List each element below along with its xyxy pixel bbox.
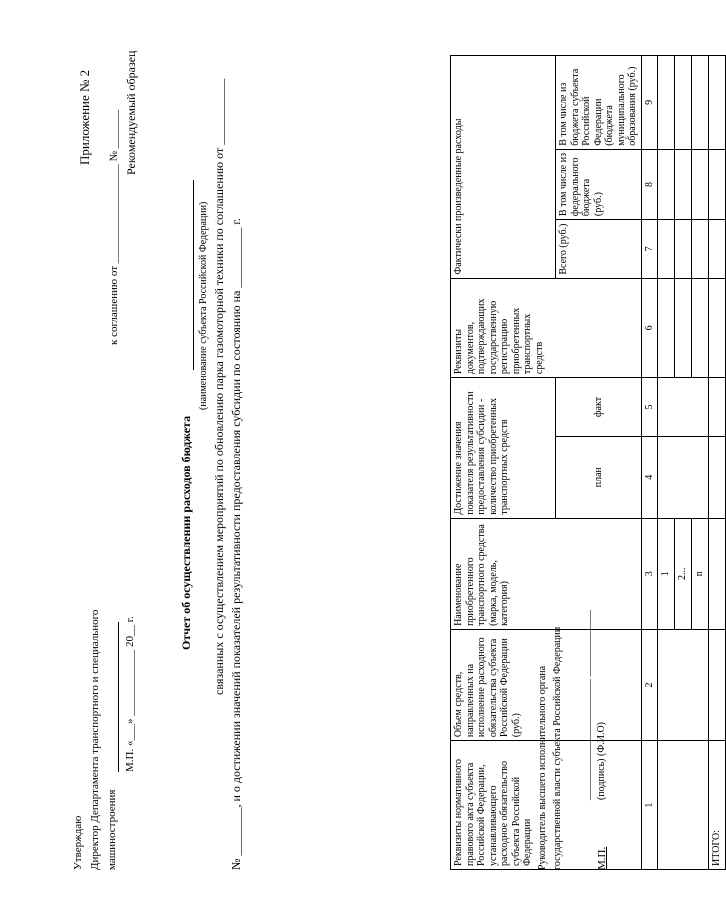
cell-total <box>675 220 692 279</box>
col-number: 2 <box>641 629 658 740</box>
report-line-1: связанных с осуществлением мероприятий по обновлению парка газомоторной техники по соглашению от ___________ <box>212 78 226 695</box>
signature-line-1: Руководитель высшего исполнительного органа <box>537 665 548 870</box>
subject-name-line <box>193 180 194 370</box>
signature-line-2: государственной власти субъекта Российской Федерации <box>552 626 563 870</box>
cell-docs <box>658 278 675 378</box>
header-col-6: Реквизиты документов, подтверждающих государственную регистрацию приобретенных транспортных средств <box>451 278 642 378</box>
cell-federal <box>658 149 675 219</box>
cell-federal <box>675 149 692 219</box>
column-number-row <box>641 56 658 870</box>
appendix-agreement: к соглашению от __________________ № _______ <box>108 109 120 345</box>
approval-signature-line <box>118 622 119 772</box>
total-cell <box>709 629 726 740</box>
cell-vehicle-index: 1 <box>658 518 675 629</box>
col-number: 9 <box>641 56 658 150</box>
appendix-title: Приложение № 2 <box>77 69 92 165</box>
header-col-3: Наименование приобретенного транспортного средства (марка, модель, категория) <box>451 518 642 629</box>
table-row <box>658 56 675 870</box>
cell-regional <box>658 56 675 150</box>
cell-regional <box>692 56 709 150</box>
approval-date-line: М.П. «___» ____________ 20__ г. <box>124 616 136 772</box>
total-cell <box>709 220 726 279</box>
cell-total <box>692 220 709 279</box>
cell-fact <box>658 378 709 437</box>
header-col-4: Достижение значения показателя результативности предоставления субсидии - количество приобретенных транспортных средств <box>451 378 556 519</box>
header-col-8: В том числе из федерального бюджета (руб.) <box>556 149 642 219</box>
total-cell <box>709 56 726 150</box>
approval-line-3: машиностроения <box>106 789 118 870</box>
cell-docs <box>692 278 709 378</box>
cell-regional <box>675 56 692 150</box>
header-col-9: В том числе из бюджета субъекта Российской Федерации (бюджета муниципального образования (руб.) <box>556 56 642 150</box>
subject-hint: (наименование субъекта Российской Федерации) <box>198 201 209 410</box>
col-number: 8 <box>641 149 658 219</box>
approval-line-2: Директор Департамента транспортного и специального <box>89 609 101 870</box>
header-col-4b: факт <box>556 378 642 437</box>
total-cell <box>709 436 726 518</box>
col-number: 5 <box>641 378 658 437</box>
header-col-1: Реквизиты нормативного правового акта субъекта Российской Федерации, устанавливающего расходное обязательство субъекта Российской Федерации <box>451 741 642 870</box>
cell-volume <box>658 629 709 740</box>
header-col-2: Объем средств, направленных на исполнение расходного обязательства субъекта Российской Федерации (руб.) <box>451 629 642 740</box>
total-label: ИТОГО: <box>709 741 726 870</box>
cell-vehicle-index: 2... <box>675 518 692 629</box>
total-cell <box>709 149 726 219</box>
col-number: 6 <box>641 278 658 378</box>
col-number: 1 <box>641 741 658 870</box>
cell-vehicle-index: n <box>692 518 709 629</box>
cell-docs <box>675 278 692 378</box>
col-number: 3 <box>641 518 658 629</box>
header-col-7: Всего (руб.) <box>556 220 642 279</box>
col-number: 7 <box>641 220 658 279</box>
header-group-expenses: Фактически произведенные расходы <box>451 56 556 279</box>
col-number: 4 <box>641 436 658 518</box>
total-cell <box>709 518 726 629</box>
report-line-2: № ________, и о достижении значений показателей результативности предоставления субсидии по состоянию на __________ г. <box>229 218 243 870</box>
signature-captions: (подпись) (Ф.И.О) <box>596 721 607 800</box>
header-col-4a: план <box>556 436 642 518</box>
report-title: Отчет об осуществлении расходов бюджета <box>179 415 193 650</box>
cell-plan <box>658 436 709 518</box>
cell-total <box>658 220 675 279</box>
cell-federal <box>692 149 709 219</box>
total-cell <box>709 278 726 378</box>
approval-line-1: Утверждаю <box>72 815 84 870</box>
cell-legal-act <box>658 741 709 870</box>
appendix-sample: Рекомендуемый образец <box>124 50 138 175</box>
stamp-mark: М.П. <box>596 846 608 870</box>
total-row <box>709 56 726 870</box>
total-cell <box>709 378 726 437</box>
signature-blanks: ______________________ ____________ <box>580 610 592 800</box>
